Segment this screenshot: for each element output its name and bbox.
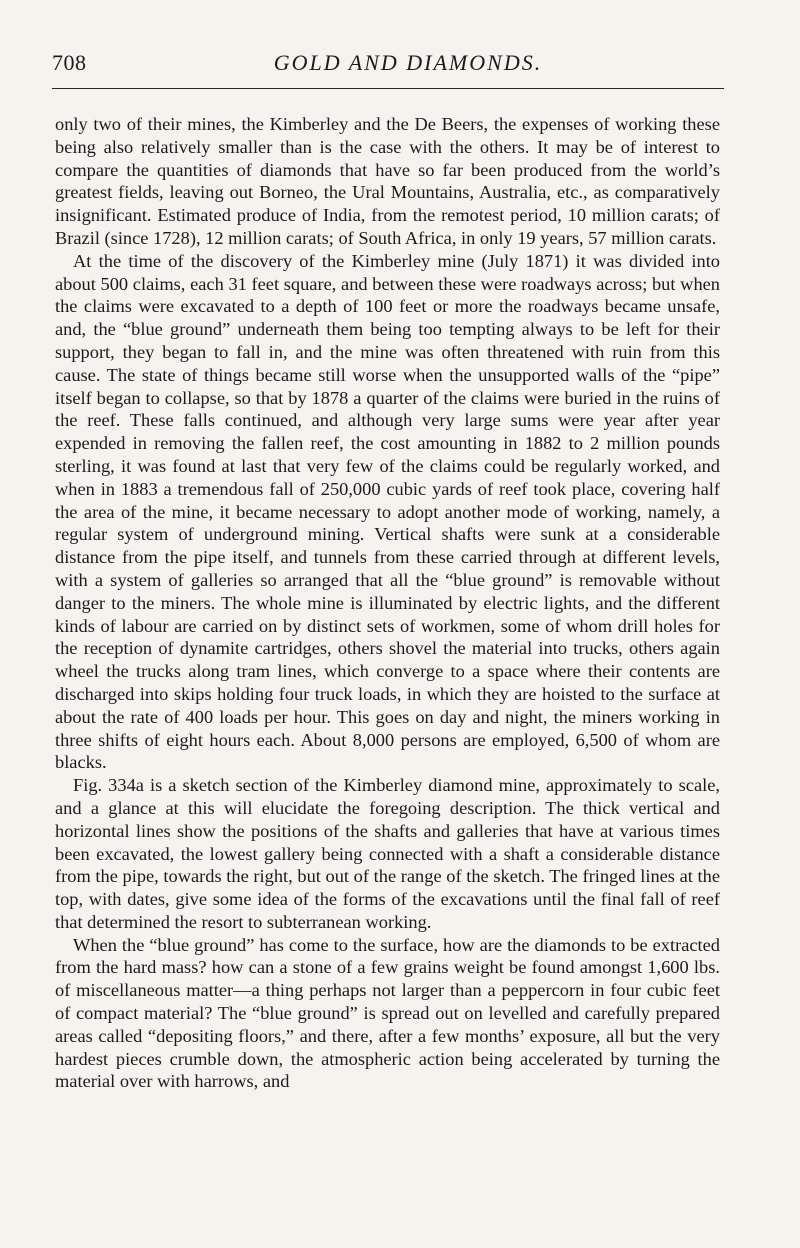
running-head [52, 50, 724, 80]
paragraph-3: Fig. 334a is a sketch section of the Kimberley diamond mine, approximately to scale, and a glance at this will elucidate the foregoing description. The thick vertical and horizontal lines show the positions of the shafts and galleries that have at various times been excavated, the lowest gallery being connected with a shaft a considerable distance from the pipe, towards the right, but out of the range of the sketch. The fringed lines at the top, with dates, give some idea of the forms of the excavations until the final fall of reef that determined the resort to subterranean working. [55, 775, 720, 932]
paragraph-1: only two of their mines, the Kimberley and the De Beers, the expenses of working these being also relatively smaller than is the case with the others. It may be of interest to compare the quantities of diamonds that have so far been produced from the world’s greatest fields, leaving out Borneo, the Ural Mountains, Australia, etc., as comparatively insignificant. Estimated produce of India, from the remotest period, 10 million carats; of Brazil (since 1728), 12 million carats; of South Africa, in only 19 years, 57 million carats. [55, 114, 720, 248]
paragraph-2: At the time of the discovery of the Kimberley mine (July 1871) it was divided into about 500 claims, each 31 feet square, and between these were roadways across; but when the claims were excavated to a depth of 100 feet or more the roadways became unsafe, and, the “blue ground” underneath them being too tempting always to be left for their support, they began to fall in, and the mine was often threatened with ruin from this cause. The state of things became still worse when the unsupported walls of the “pipe” itself began to collapse, so that by 1878 a quarter of the claims were buried in the ruins of the reef. These falls continued, and although very large sums were year after year expended in removing the fallen reef, the cost amounting in 1882 to 2 million pounds sterling, it was found at last that very few of the claims could be regularly worked, and when in 1883 a tremendous fall of 250,000 cubic yards of reef took place, covering half the area of the mine, it became necessary to adopt another mode of working, namely, a regular system of underground mining. Vertical shafts were sunk at a considerable distance from the pipe itself, and tunnels from these carried through at different levels, with a system of galleries so arranged that all the “blue ground” is removable without danger to the miners. The whole mine is illuminated by electric lights, and the different kinds of labour are carried on by distinct sets of workmen, some of whom drill holes for the reception of dynamite cartridges, others shovel the material into trucks, others again wheel the trucks along tram lines, which converge to a space where their contents are discharged into skips holding four truck loads, in which they are hoisted to the surface at about the rate of 400 loads per hour. This goes on day and night, the miners working in three shifts of eight hours each. About 8,000 persons are employed, 6,500 of whom are blacks. [55, 250, 720, 773]
paragraph-4: When the “blue ground” has come to the surface, how are the diamonds to be extracted from the hard mass? how can a stone of a few grains weight be found amongst 1,600 lbs. of miscellaneous matter—a thing perhaps not larger than a peppercorn in four cubic feet of compact material? The “blue ground” is spread out on levelled and carefully prepared areas called “depositing floors,” and there, after a few months’ exposure, all but the very hardest pieces crumble down, the atmospheric action being accelerated by turning the material over with harrows, and [55, 934, 720, 1092]
running-title: GOLD AND DIAMONDS. [273, 50, 543, 75]
body-text [55, 113, 720, 1093]
page-number: 708 [52, 50, 87, 75]
header-rule [52, 88, 724, 89]
